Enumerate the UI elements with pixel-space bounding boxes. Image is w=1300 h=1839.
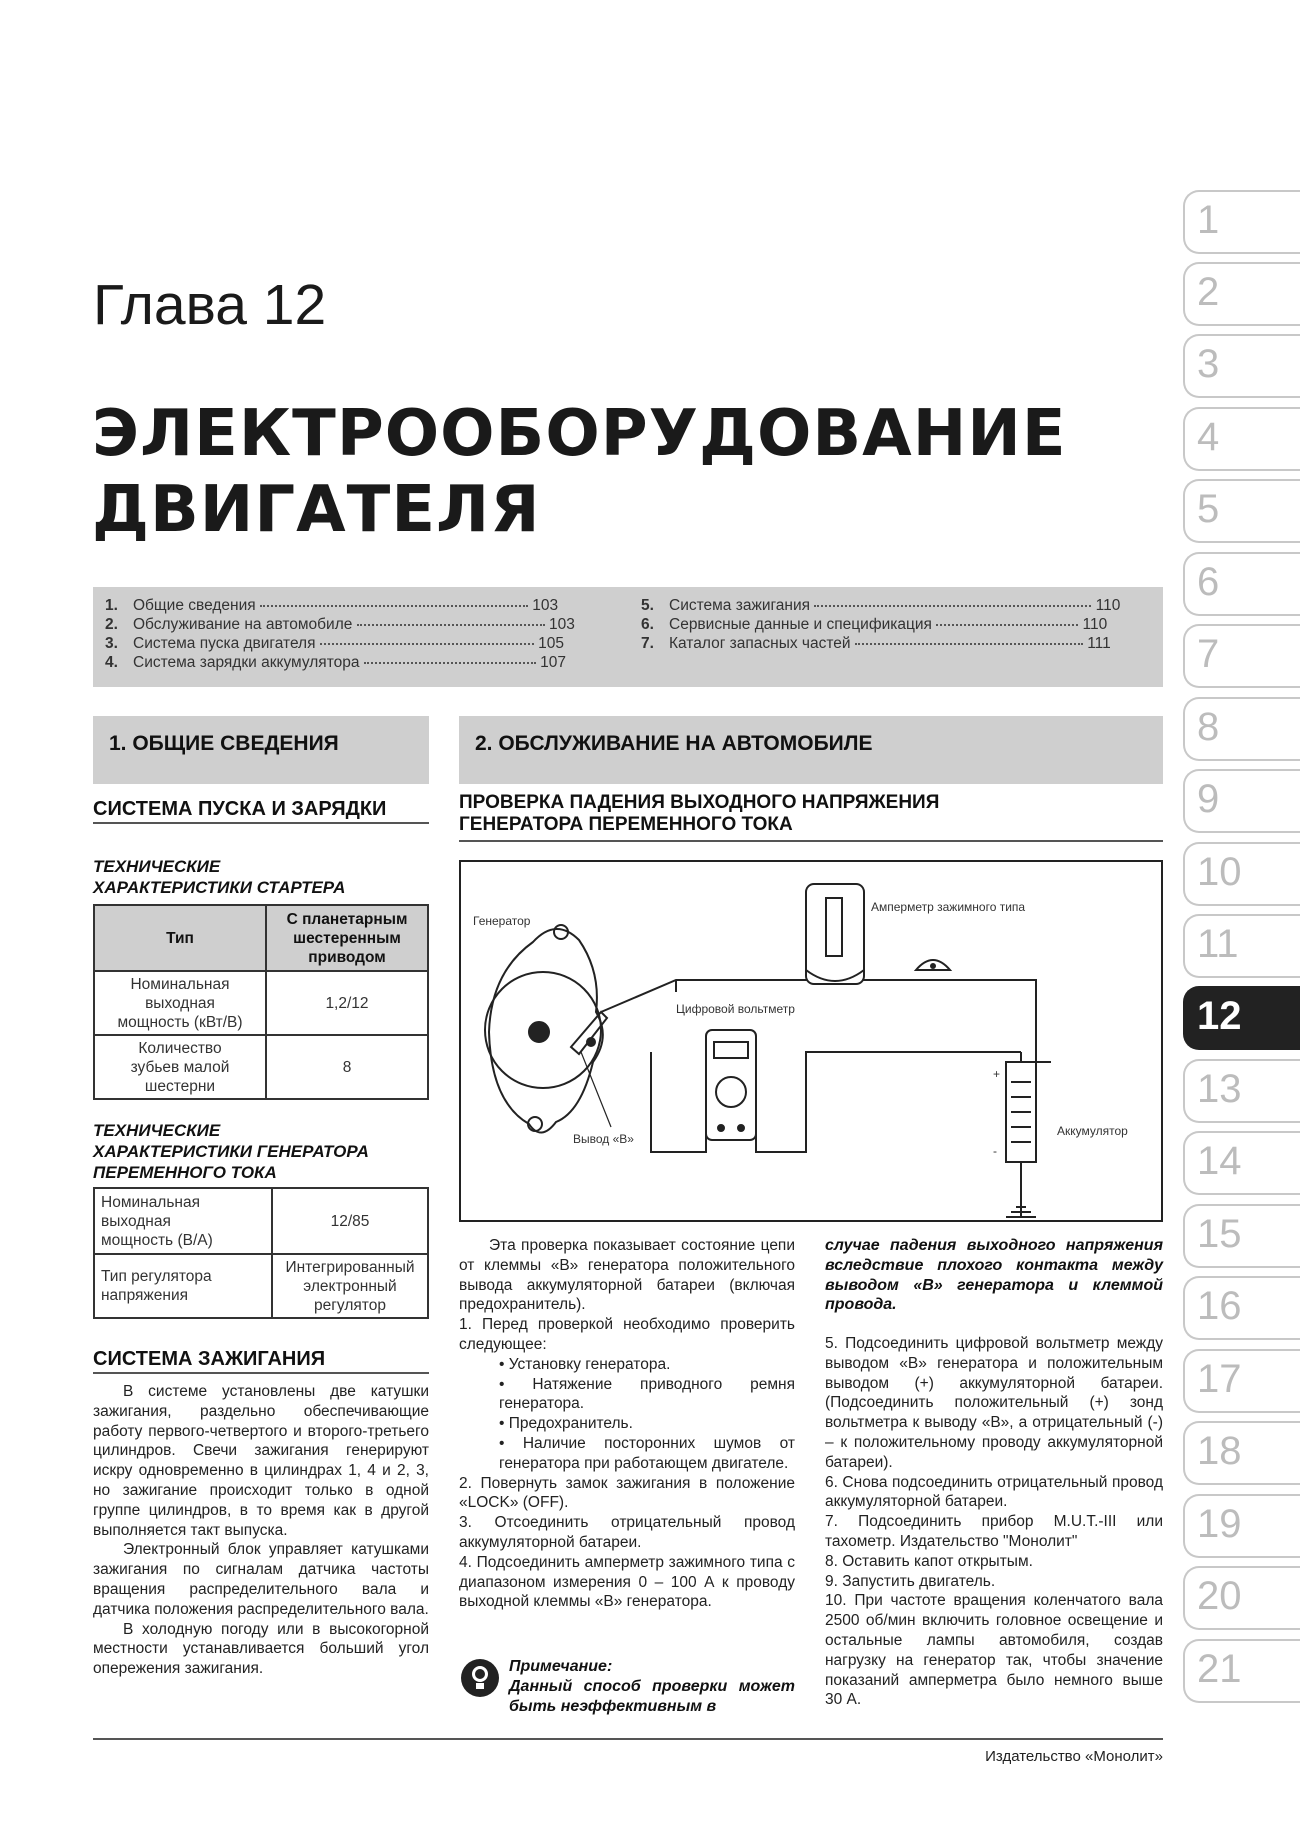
toc-item[interactable]: 5. Система зажигания 110 <box>641 597 1121 614</box>
publisher-footer: Издательство «Монолит» <box>985 1748 1163 1765</box>
tab-chapter-9[interactable]: 9 <box>1183 769 1300 833</box>
section-2-header: 2. ОБСЛУЖИВАНИЕ НА АВТОМОБИЛЕ <box>459 716 1163 784</box>
tab-chapter-2[interactable]: 2 <box>1183 262 1300 326</box>
battery-drawing <box>1006 1062 1036 1162</box>
label-battery: Аккумулятор <box>1057 1124 1128 1138</box>
table-of-contents <box>93 587 1163 687</box>
label-plus: + <box>993 1067 1001 1081</box>
subheading-ignition: СИСТЕМА ЗАЖИГАНИЯ <box>93 1348 326 1370</box>
toc-item[interactable]: 6. Сервисные данные и спецификация 110 <box>641 616 1108 633</box>
tab-chapter-18[interactable]: 18 <box>1183 1421 1300 1485</box>
ammeter-drawing <box>806 884 864 984</box>
fuse-icon <box>916 960 950 970</box>
tab-chapter-12[interactable]: 12 <box>1183 986 1300 1050</box>
tab-chapter-19[interactable]: 19 <box>1183 1494 1300 1558</box>
title-line-1: ЭЛЕКТРООБОРУДОВАНИЕ <box>92 397 1067 471</box>
divider <box>93 1372 429 1374</box>
procedure-text-right: 5. Подсоединить цифровой вольтметр между выводом «В» генератора и положительным выводом (+) аккумуляторной батареи. (Подсоединить положительный (+) зонд вольтметра к выводу «В», а отрицательный (-) – к положительному проводу аккумуляторной батареи). 6. Снова подсоединить отрицательный провод аккумуляторной батареи. 7. Подсоединить прибор M.U.T.-III или тахометр. Издательство "Монолит" 8. Оставить капот открытым. 9. Запустить двигатель. 10. При частоте вращения коленчатого вала 2500 об/мин включить головное освещение и остальные лампы автомобиля, создав нагрузку на генератор так, чтобы значение показаний амперметра было немного выше 30 А. <box>825 1335 1163 1709</box>
wiring-diagram <box>459 860 1163 1222</box>
table-row: Количество зубьев малой шестерни 8 <box>94 1035 428 1099</box>
label-terminal-b: Вывод «В» <box>573 1132 634 1146</box>
footer-divider <box>93 1738 1163 1740</box>
tab-chapter-5[interactable]: 5 <box>1183 479 1300 543</box>
table-header: С планетарным шестеренным приводом <box>266 905 428 971</box>
toc-item[interactable]: 4. Система зарядки аккумулятора 107 <box>105 654 566 671</box>
page-title <box>92 396 1067 548</box>
generator-drawing <box>485 925 607 1133</box>
tab-chapter-3[interactable]: 3 <box>1183 334 1300 398</box>
toc-item[interactable]: 7. Каталог запасных частей 111 <box>641 635 1111 652</box>
tab-chapter-10[interactable]: 10 <box>1183 842 1300 906</box>
label-generator: Генератор <box>473 914 531 928</box>
tab-chapter-14[interactable]: 14 <box>1183 1131 1300 1195</box>
tab-chapter-17[interactable]: 17 <box>1183 1349 1300 1413</box>
title-line-2: ДВИГАТЕЛЯ <box>92 473 541 547</box>
starter-specs-table <box>93 904 429 1100</box>
procedure-text-left: Эта проверка показывает состояние цепи от клеммы «В» генератора положительного вывода аккумуляторной батареи (включая предохранитель). 1. Перед проверкой необходимо проверить следующее: • Установку генератора. • Натяжение приводного ремня генератора. • Предохранитель. • Наличие посторонних шумов от генератора при работающем двигателе. 2. Повернуть замок зажигания в положение «LOCK» (OFF). 3. Отсоединить отрицательный провод аккумуляторной батареи. 4. Подсоединить амперметр зажимного типа с диапазоном измерения 0 – 100 А к проводу выходной клеммы «В» генератора. <box>459 1237 795 1611</box>
subheading-voltage-drop: ПРОВЕРКА ПАДЕНИЯ ВЫХОДНОГО НАПРЯЖЕНИЯ ГЕНЕРАТОРА ПЕРЕМЕННОГО ТОКА <box>459 792 940 835</box>
tab-chapter-1[interactable]: 1 <box>1183 190 1300 254</box>
tab-chapter-11[interactable]: 11 <box>1183 914 1300 978</box>
toc-item[interactable]: 3. Система пуска двигателя 105 <box>105 635 564 652</box>
table-header: Тип <box>94 905 266 971</box>
tab-chapter-16[interactable]: 16 <box>1183 1276 1300 1340</box>
label-ammeter: Амперметр зажимного типа <box>871 900 1026 914</box>
tab-chapter-8[interactable]: 8 <box>1183 697 1300 761</box>
note-continuation: случае падения выходного напряжения вследствие плохого контакта между выводом «В» генератора и клеммой провода. <box>825 1237 1163 1314</box>
tab-chapter-6[interactable]: 6 <box>1183 552 1300 616</box>
wiring-diagram-svg <box>461 862 1161 1220</box>
wires <box>601 980 1051 1217</box>
section-1-header: 1. ОБЩИЕ СВЕДЕНИЯ <box>93 716 429 784</box>
note-icon <box>461 1659 499 1697</box>
ignition-text: В системе установлены две катушки зажигания, раздельно обеспечивающие работу первого-четвертого и второго-третьего цилиндров. Свечи зажигания генерируют искру одновременно в цилиндрах 1, 4 и 2, 3, но зажигание происходит только в одной группе цилиндров, в то время как в другой выполняется такт выпуска. Электронный блок управляет катушками зажигания по сигналам датчика частоты вращения распределительного вала и датчика положения распределительного вала. В холодную погоду или в высокогорной местности устанавливается больший угол опережения зажигания. <box>93 1383 429 1678</box>
generator-specs-table <box>93 1187 429 1319</box>
tab-chapter-4[interactable]: 4 <box>1183 407 1300 471</box>
generator-specs-caption: ТЕХНИЧЕСКИЕ ХАРАКТЕРИСТИКИ ГЕНЕРАТОРА ПЕРЕМЕННОГО ТОКА <box>93 1121 369 1182</box>
subheading-start-charge: СИСТЕМА ПУСКА И ЗАРЯДКИ <box>93 798 387 820</box>
toc-item[interactable]: 2. Обслуживание на автомобиле 103 <box>105 616 575 633</box>
terminal-pointer <box>581 1052 611 1127</box>
label-voltmeter: Цифровой вольтметр <box>676 1002 795 1016</box>
tab-chapter-7[interactable]: 7 <box>1183 624 1300 688</box>
divider <box>93 822 429 824</box>
label-minus: - <box>993 1144 997 1158</box>
divider <box>459 840 1163 842</box>
tab-chapter-21[interactable]: 21 <box>1183 1639 1300 1703</box>
tab-chapter-15[interactable]: 15 <box>1183 1204 1300 1268</box>
table-row: Номинальная выходная мощность (кВт/В) 1,2/12 <box>94 971 428 1035</box>
toc-item[interactable]: 1. Общие сведения 103 <box>105 597 559 614</box>
voltmeter-drawing <box>706 1030 756 1140</box>
chapter-label: Глава 12 <box>93 273 327 337</box>
table-row: Номинальная выходная мощность (В/А) 12/85 <box>94 1188 428 1254</box>
note-text: Примечание: Данный способ проверки может быть неэффективным в <box>509 1658 795 1715</box>
starter-specs-caption: ТЕХНИЧЕСКИЕ ХАРАКТЕРИСТИКИ СТАРТЕРА <box>93 857 346 897</box>
tab-chapter-13[interactable]: 13 <box>1183 1059 1300 1123</box>
tab-chapter-20[interactable]: 20 <box>1183 1566 1300 1630</box>
table-row: Тип регулятора напряжения Интегрированный электронный регулятор <box>94 1254 428 1318</box>
note-box <box>459 1657 795 1717</box>
